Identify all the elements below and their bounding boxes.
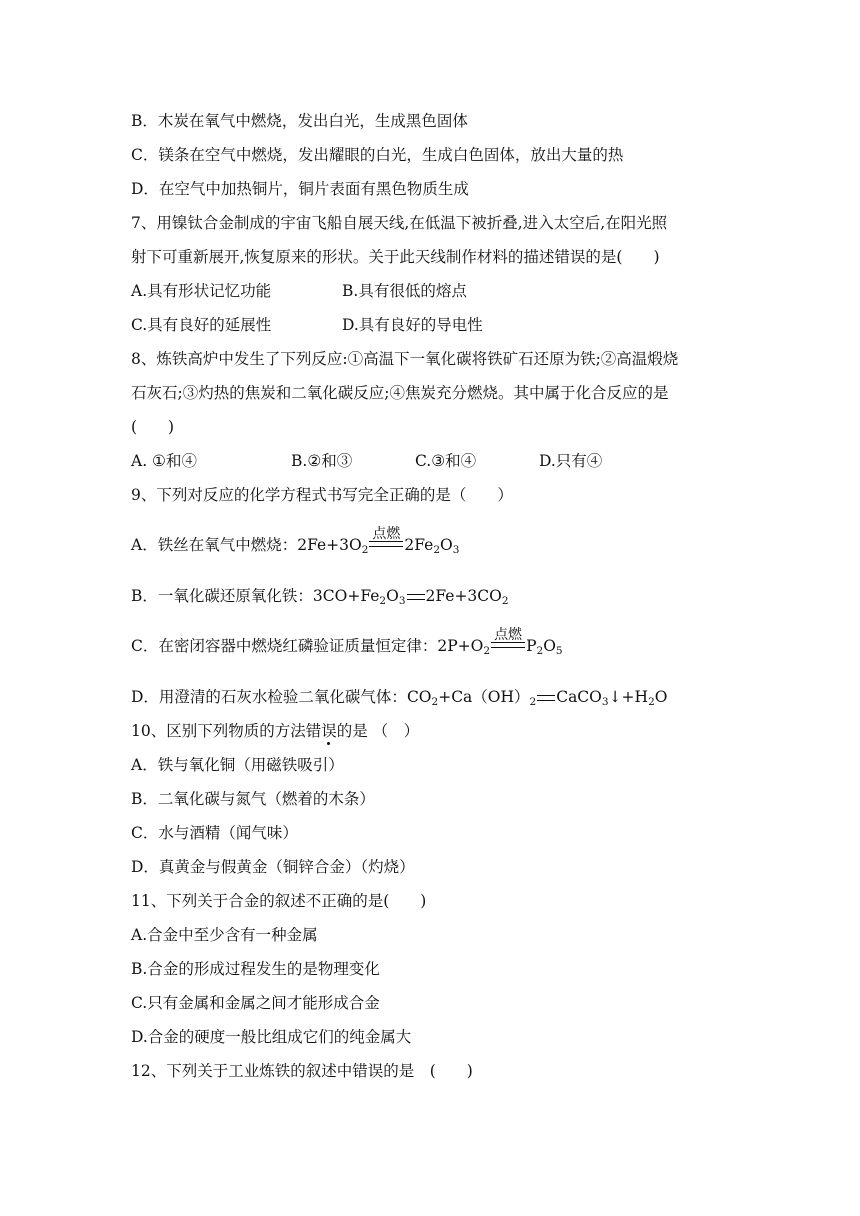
q7-stem-line2: 射下可重新展开,恢复原来的形状。关于此天线制作材料的描述错误的是( ) xyxy=(131,248,660,266)
q8-options-row xyxy=(131,451,602,471)
q12-stem: 12、下列关于工业炼铁的叙述中错误的是 ( ) xyxy=(131,1062,473,1080)
q11-option-c: C.只有金属和金属之间才能形成合金 xyxy=(131,994,380,1012)
q10-stem-after: 的是 （ ） xyxy=(336,722,420,740)
q8-stem-line1: 8、炼铁高炉中发生了下列反应:①高温下一氧化碳将铁矿石还原为铁;②高温煅烧 xyxy=(131,350,679,368)
q9-option-b xyxy=(131,586,509,606)
q6-option-c: C．镁条在空气中燃烧，发出耀眼的白光，生成白色固体，放出大量的热 xyxy=(131,146,624,164)
q9-option-a-equation: $2Fe+3O_2$ 点燃 $2Fe_2O_3$ xyxy=(297,526,460,556)
q6-option-b: B．木炭在氧气中燃烧，发出白光，生成黑色固体 xyxy=(131,112,468,130)
q11-option-b: B.合金的形成过程发生的是物理变化 xyxy=(131,960,380,978)
q8-option-d: D.只有④ xyxy=(539,452,603,470)
q8-option-a: A. ①和④ xyxy=(131,452,197,470)
q9-option-a-text: A．铁丝在氧气中燃烧： xyxy=(131,536,298,554)
q10-option-a: A．铁与氧化铜（用磁铁吸引） xyxy=(131,756,344,774)
condition-label: 点燃 xyxy=(494,627,523,643)
q10-option-c: C．水与酒精（闻气味） xyxy=(131,824,298,842)
q9-option-c xyxy=(131,627,563,657)
q8-option-b: B.②和③ xyxy=(291,452,353,470)
q6-option-d: D．在空气中加热铜片，铜片表面有黑色物质生成 xyxy=(131,180,469,198)
q9-option-c-text: C．在密闭容器中燃烧红磷验证质量恒定律： xyxy=(131,637,438,655)
q7-stem-line1: 7、用镍钛合金制成的宇宙飞船自展天线,在低温下被折叠,进入太空后,在阳光照 xyxy=(131,214,668,232)
q10-option-b: B．二氧化碳与氮气（燃着的木条） xyxy=(131,790,375,808)
q9-option-d xyxy=(131,687,667,707)
q9-option-d-equation: $CO_2+Ca(OH)_2$ $CaCO_3↓+H_2O$ xyxy=(406,688,668,708)
q7-option-b: B.具有很低的熔点 xyxy=(342,282,467,300)
q9-option-c-equation: $2P+O_2$ 点燃 $P_2O_5$ xyxy=(437,627,563,657)
q7-options-row1 xyxy=(131,281,467,301)
condition-label: 点燃 xyxy=(372,526,401,542)
reaction-condition xyxy=(369,526,403,550)
q11-stem: 11、下列关于合金的叙述不正确的是( ) xyxy=(131,892,427,910)
q9-option-b-text: B．一氧化碳还原氧化铁： xyxy=(131,587,313,605)
reaction-condition xyxy=(491,627,525,651)
q7-option-d: D.具有良好的导电性 xyxy=(342,316,483,334)
q7-option-a: A.具有形状记忆功能 xyxy=(131,282,272,300)
q8-stem-line2: 石灰石;③灼热的焦炭和二氧化碳反应;④焦炭充分燃烧。其中属于化合反应的是 xyxy=(131,384,669,402)
q7-option-c: C.具有良好的延展性 xyxy=(131,316,272,334)
q8-option-c: C.③和④ xyxy=(415,452,477,470)
q9-option-a xyxy=(131,526,460,556)
q9-option-b-equation: $3CO+Fe_2O_3$ $2Fe+3CO_2$ xyxy=(312,587,509,607)
q8-stem-line3: ( ) xyxy=(131,418,175,436)
q11-option-d: D.合金的硬度一般比组成它们的纯金属大 xyxy=(131,1028,412,1046)
q11-option-a: A.合金中至少含有一种金属 xyxy=(131,926,318,944)
q9-stem: 9、下列对反应的化学方程式书写完全正确的是（ ） xyxy=(131,486,513,504)
q7-options-row2 xyxy=(131,315,483,335)
q10-stem-before: 10、区别下列物质的方法错 xyxy=(131,722,322,740)
q9-option-d-text: D．用澄清的石灰水检验二氧化碳气体： xyxy=(131,688,407,706)
q10-stem xyxy=(131,721,419,741)
q10-emphasis: 误 xyxy=(321,722,337,740)
q10-option-d: D．真黄金与假黄金（铜锌合金）（灼烧） xyxy=(131,858,415,876)
